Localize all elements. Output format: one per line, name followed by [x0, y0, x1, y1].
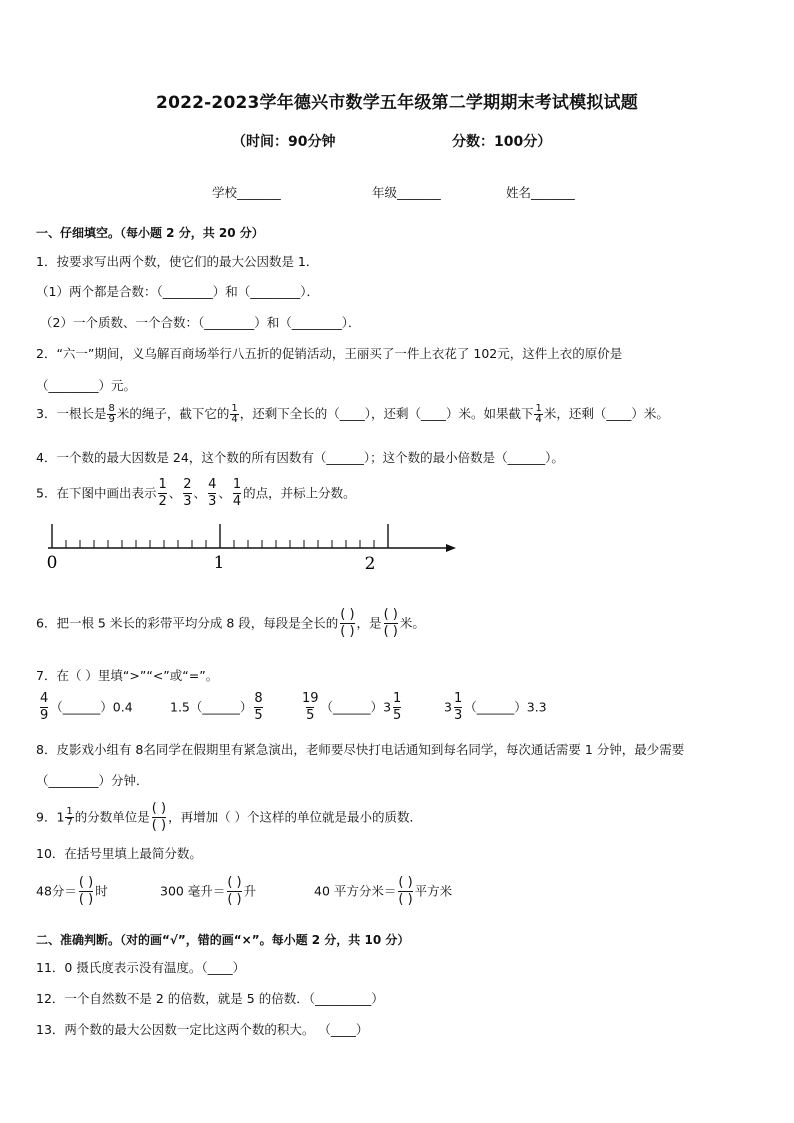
question-1-part-2: （2）一个质数、一个合数：（________）和（________）． — [40, 315, 361, 330]
question-4: 4．一个数的最大因数是 24，这个数的所有因数有（______）；这个数的最小倍数是（______）。 — [36, 450, 564, 465]
question-10-item-1: 48分＝ $\frac{( )}{( )}$ 时 — [36, 875, 108, 908]
blank-fraction: $\frac{( )}{( )}$ — [78, 875, 94, 908]
blank-fraction: $\frac{( )}{( )}$ — [383, 607, 398, 640]
question-5: 5．在下图中画出表示 $\frac{1}{2}$ 、 $\frac{2}{3}$ 、 $\frac{4}{3}$ 、 $\frac{1}{4}$ 的点，并标上分数。 — [36, 477, 356, 510]
fraction: $\frac{8}{9}$ — [108, 403, 115, 425]
number-line-arrow — [446, 544, 456, 552]
blank-fraction: $\frac{( )}{( )}$ — [340, 607, 355, 640]
question-10-item-2: 300 毫升＝ $\frac{( )}{( )}$ 升 — [160, 875, 257, 908]
fraction: $\frac{2}{3}$ — [183, 477, 192, 510]
question-7: 7．在（ ）里填“>”“<”或“=”。 — [36, 668, 219, 683]
blank-fraction: $\frac{( )}{( )}$ — [151, 801, 167, 834]
school-field: 学校_______ — [212, 185, 281, 200]
fraction: $\frac{1}{4}$ — [232, 477, 242, 510]
number-line-label-1: 1 — [213, 553, 225, 573]
fraction: $\frac{1}{2}$ — [158, 477, 167, 510]
number-line-ticks — [52, 524, 388, 548]
question-7-item-3: $\frac{19}{5}$ （______）3 $\frac{1}{5}$ — [302, 691, 402, 724]
name-field: 姓名_______ — [506, 185, 575, 200]
question-7-item-4: 3 $\frac{1}{3}$ （______）3.3 — [444, 691, 547, 724]
exam-score: 分数：100分） — [452, 134, 552, 150]
fraction: $\frac{4}{3}$ — [208, 477, 217, 510]
section-one-heading: 一、仔细填空。（每小题 2 分，共 20 分） — [36, 226, 264, 240]
question-1-part-1: （1）两个都是合数：（________）和（________）． — [36, 284, 319, 299]
exam-title: 2022-2023学年德兴市数学五年级第二学期期末考试模拟试题 — [156, 93, 638, 113]
blank-fraction: $\frac{( )}{( )}$ — [398, 875, 413, 908]
question-7-item-1: $\frac{4}{9}$ （______）0.4 — [40, 691, 133, 724]
grade-field: 年级_______ — [372, 185, 441, 200]
exam-time: （时间：90分钟 — [232, 134, 336, 150]
fraction: $\frac{1}{4}$ — [535, 403, 542, 425]
question-8: 8．皮影戏小组有 8名同学在假期里有紧急演出，老师要尽快打电话通知到每名同学，每次通话需要 1 分钟，最少需要 — [36, 742, 685, 757]
question-2-answer: （________）元。 — [36, 378, 137, 393]
question-9: 9．1 $\frac{1}{7}$ 的分数单位是 $\frac{( )}{( )}$ ，再增加（ ）个这样的单位就是最小的质数． — [36, 801, 423, 834]
fraction: $\frac{1}{4}$ — [231, 403, 238, 425]
question-2: 2．“六一”期间，义乌解百商场举行八五折的促销活动，王丽买了一件上衣花了 102元，这件上衣的原价是 — [36, 346, 623, 361]
question-13: 13．两个数的最大公因数一定比这两个数的积大。 （____） — [36, 1022, 369, 1037]
question-11: 11．0 摄氏度表示没有温度。（____） — [36, 960, 246, 975]
question-12: 12．一个自然数不是 2 的倍数，就是 5 的倍数．（_________） — [36, 991, 384, 1006]
question-7-item-2: 1.5（______） $\frac{8}{5}$ — [170, 691, 263, 724]
question-3: 3．一根长是 $\frac{8}{9}$ 米的绳子，截下它的 $\frac{1}{4}$ ，还剩下全长的（____），还剩（____）米。如果截下 $\frac{1}{4}$ 米，还剩（____）米。 — [36, 403, 669, 425]
number-line — [36, 518, 466, 578]
number-line-label-2: 2 — [364, 554, 376, 574]
question-6: 6．把一根 5 米长的彩带平均分成 8 段，每段是全长的 $\frac{( )}{( )}$ ，是 $\frac{( )}{( )}$ 米。 — [36, 607, 425, 640]
question-10-item-3: 40 平方分米＝ $\frac{( )}{( )}$ 平方米 — [314, 875, 453, 908]
question-8-answer: （________）分钟． — [36, 773, 149, 788]
question-1: 1．按要求写出两个数，使它们的最大公因数是 1． — [36, 254, 319, 269]
blank-fraction: $\frac{( )}{( )}$ — [227, 875, 242, 908]
question-10: 10．在括号里填上最简分数。 — [36, 846, 202, 861]
section-two-heading: 二、准确判断。（对的画“√”，错的画“×”。每小题 2 分，共 10 分） — [36, 933, 410, 947]
number-line-label-0: 0 — [46, 553, 58, 573]
